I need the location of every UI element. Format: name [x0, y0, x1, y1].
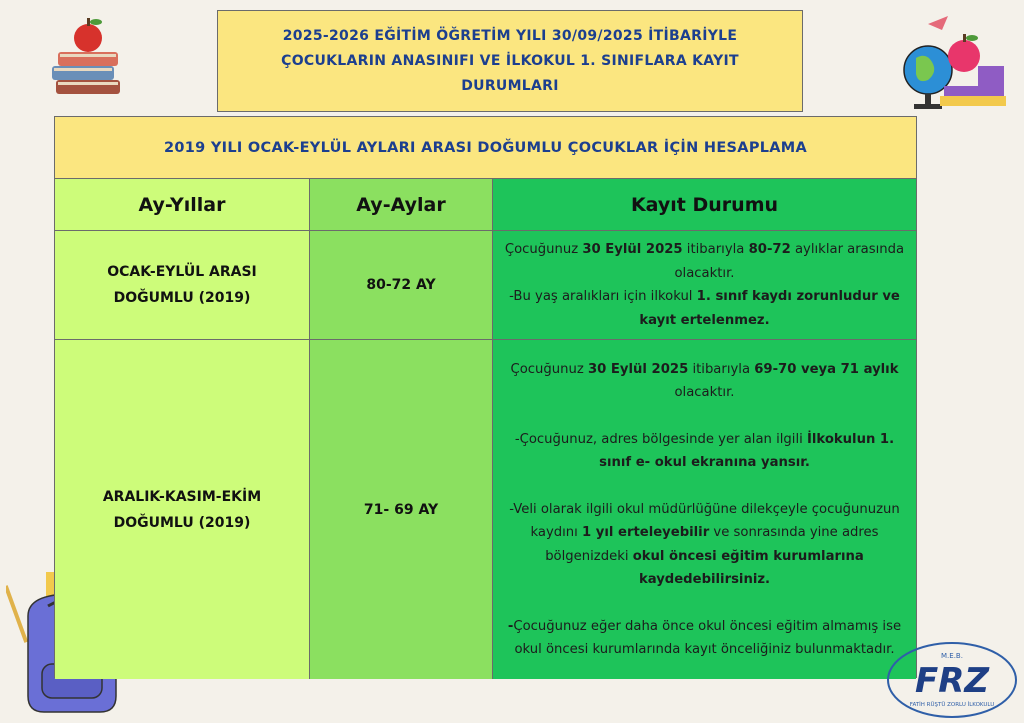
title-line-2: ÇOCUKLARIN ANASINIFI VE İLKOKUL 1. SINIFLARA KAYIT: [281, 52, 739, 69]
status-text: Çocuğunuz 30 Eylül 2025 itibarıyla 80-72 aylıklar arasında olacaktır. -Bu yaş aralıkları için ilkokul 1. sınıf kaydı zorunludur ve kayıt ertelenmez.: [504, 242, 905, 328]
status-text: Çocuğunuz 30 Eylül 2025 itibarıyla 69-70 veya 71 aylık olacaktır. -Çocuğunuz, adres bölgesinde yer alan ilgili İlkokulun 1. sınıf e- okul ekranına yansır. -Veli olarak ilgili okul müdürlüğüne dilekçeyle çocuğunuzun kaydını 1 yıl erteleyebilir ve sonrasında yine adres bölgenizdeki okul öncesi eğitim kurumlarına kaydedebilirsiniz. -Çocuğunuz eğer daha önce okul öncesi eğitim almamış ise okul öncesi kurumlarında kayıt önceliğiniz bulunmaktadır.: [507, 361, 902, 657]
months-cell: [310, 340, 493, 679]
svg-text:FATİH RÜŞTÜ ZORLU İLKOKULU: FATİH RÜŞTÜ ZORLU İLKOKULU: [909, 702, 995, 708]
birth-period-cell: [55, 231, 310, 339]
svg-text:FRZ: FRZ: [914, 661, 990, 701]
status-cell: [493, 231, 916, 339]
page-title: [217, 10, 803, 112]
globe-books-illustration: [898, 8, 1013, 118]
months-value: 80-72 AY: [366, 277, 436, 293]
books-apple-illustration: [48, 8, 128, 100]
header-ay-aylar: Ay-Aylar: [310, 179, 493, 230]
birth-period-line-2: DOĞUMLU (2019): [113, 514, 251, 531]
status-cell: [493, 340, 916, 679]
birth-period-line-2: DOĞUMLU (2019): [113, 290, 251, 306]
header-kayit-durumu: Kayıt Durumu: [493, 179, 916, 230]
table-row: [55, 231, 916, 340]
title-line-1: 2025-2026 EĞİTİM ÖĞRETİM YILI 30/09/2025 İTİBARİYLE: [282, 27, 738, 44]
table-row: [55, 340, 916, 679]
birth-period-cell: [55, 340, 310, 679]
table-header-row: [55, 179, 916, 231]
header-ay-yillar: Ay-Yıllar: [55, 179, 310, 230]
months-cell: [310, 231, 493, 339]
title-line-3: DURUMLARI: [461, 77, 559, 94]
birth-period-line-1: ARALIK-KASIM-EKİM: [102, 488, 262, 505]
months-value: 71- 69 AY: [363, 501, 439, 518]
school-logo: [884, 640, 1020, 720]
birth-period-line-1: OCAK-EYLÜL ARASI: [107, 264, 257, 280]
table-subtitle: 2019 YILI OCAK-EYLÜL AYLARI ARASI DOĞUMLU ÇOCUKLAR İÇİN HESAPLAMA: [55, 117, 916, 179]
svg-text:M.E.B.: M.E.B.: [941, 652, 963, 660]
registration-table: [54, 116, 917, 678]
